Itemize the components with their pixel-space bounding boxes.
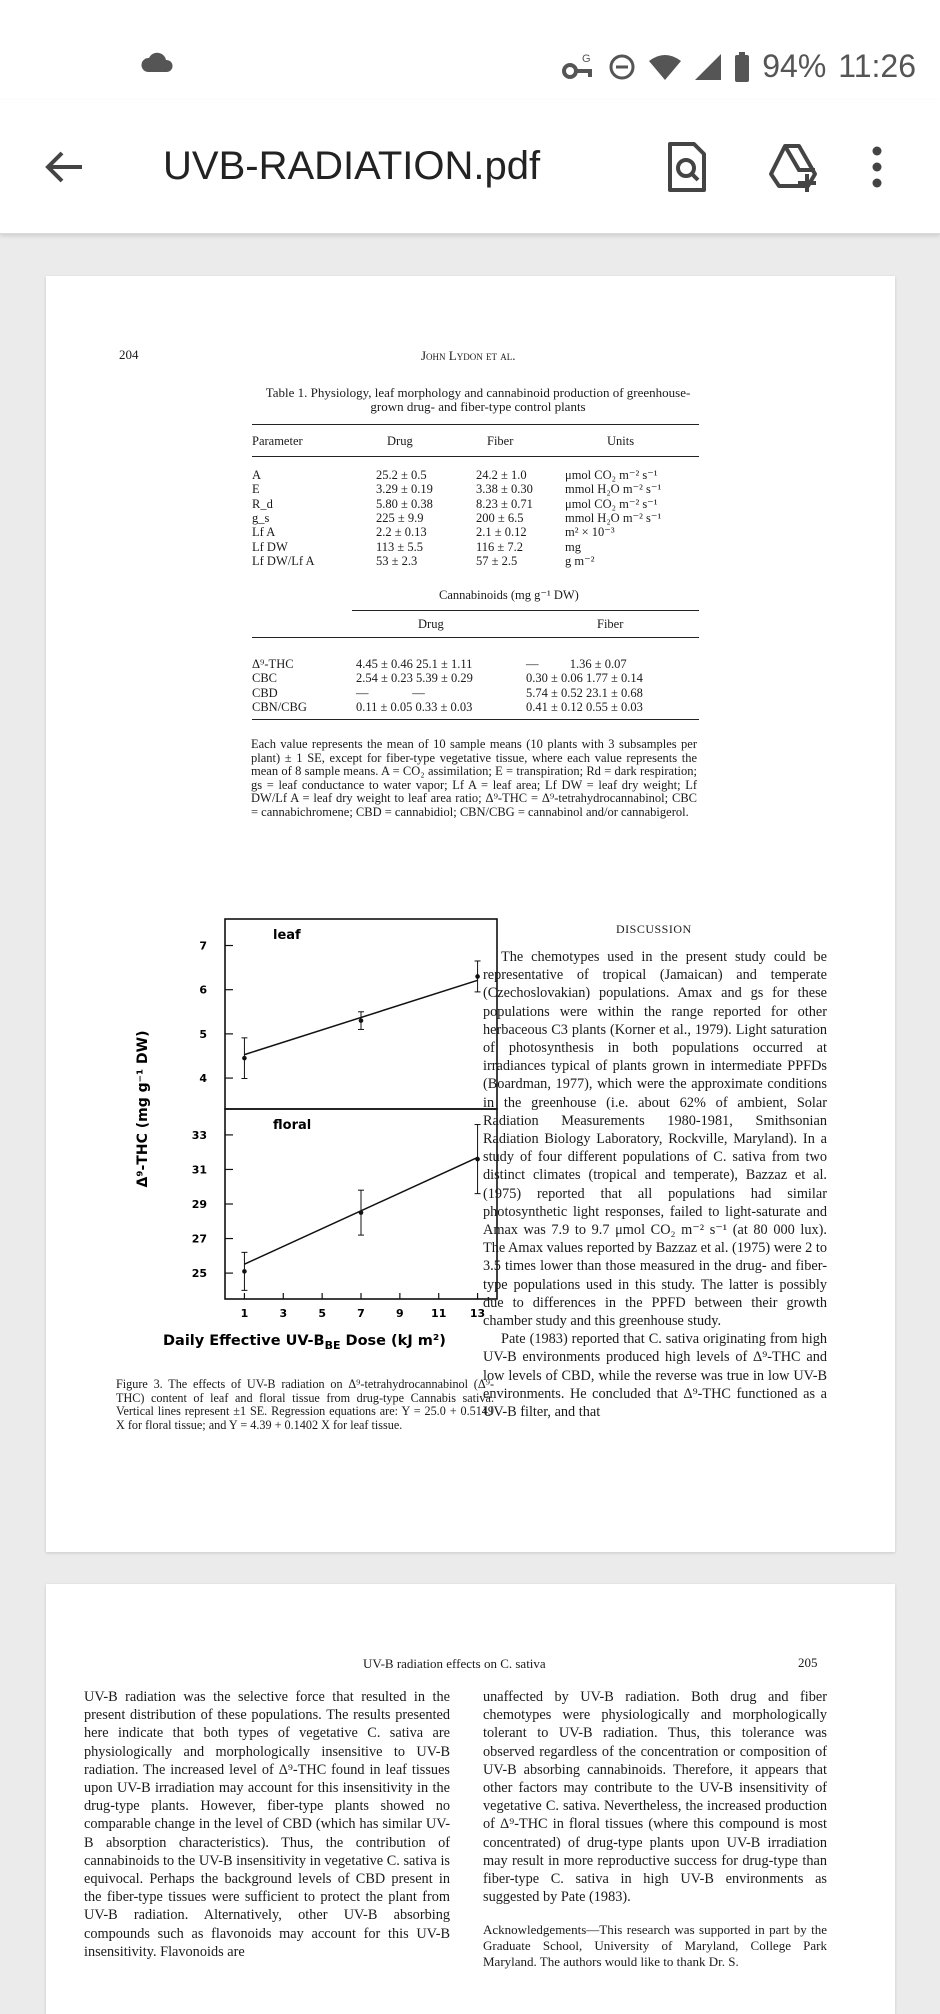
more-vert-icon[interactable] (862, 140, 892, 194)
table-cell: 2.54 ± 0.23 5.39 ± 0.29 (356, 671, 473, 686)
svg-text:G: G (582, 52, 591, 65)
table-cell: 2.2 ± 0.13 (376, 525, 427, 540)
clock: 11:26 (838, 48, 916, 84)
figure-3-chart (101, 909, 526, 1349)
table-rule (352, 610, 699, 611)
table-header-drug: Drug (387, 434, 413, 448)
table-header-units: Units (607, 434, 635, 448)
table-cell: 24.2 ± 1.0 (476, 468, 527, 482)
table-cell: — — (356, 685, 425, 700)
search-in-document-icon[interactable] (660, 140, 714, 194)
y-tick-label: 4 (199, 1072, 207, 1086)
table-rule (252, 719, 699, 720)
discussion-paragraph: The chemotypes used in the present study could be representative of tropical (Jamaican) and temperate (Czechoslovakian) populations. Amax and gs for these populations were within the range reported for other herbaceous C3 plants (Korner et al., 1979). Light saturation of photosynthesis in both populations occurred at irradiances typical of plants grown in intermediate PPFDs (Boardman, 1977), which were the approximate conditions in the greenhouse (i.e. about 62% of ambient, Solar Radiation Measurements 1980-1981, Smithsonian Radiation Biology Laboratory, Rockville, Maryland). In a study of four different populations of C. sativa from two distinct climates (tropical and temperate), Bazzaz et al. (1975) reported that all populations had similar photosynthetic light responses, failed to light-saturate and Amax was 7.9 to 9.7 μmol CO₂ m⁻² s⁻¹ (at 80 000 lux). The Amax values reported by Bazzaz et al. (1975) were 2 to 3.5 times lower than those measured in the drug- and fiber-type populations used in this study. The latter is possibly due to differences in the PPFD between their growth chamber study and this greenhouse study. (483, 949, 827, 1330)
table-header-parameter: Parameter (252, 434, 303, 448)
x-tick-label: 3 (279, 1307, 288, 1320)
x-tick-label: 5 (318, 1307, 326, 1320)
table-cell: 200 ± 6.5 (476, 510, 524, 525)
table-caption: Table 1. Physiology, leaf morphology and cannabinoid production of greenhouse-grown drug- and fiber-type control plants (265, 385, 691, 414)
table-row-label: CBN/CBG (252, 699, 307, 714)
add-to-drive-icon[interactable] (767, 140, 821, 194)
data-point (475, 974, 480, 979)
y-tick-label: 25 (191, 1267, 207, 1281)
y-tick-label: 31 (191, 1163, 207, 1177)
table-cell: mmol H₂O m⁻² s⁻¹ (565, 510, 662, 525)
x-tick-label: 7 (357, 1307, 365, 1320)
document-title: UVB-RADIATION.pdf (163, 144, 541, 188)
y-axis-label: Δ⁹-THC (mg g⁻¹ DW) (135, 1030, 151, 1188)
table-cell: 5.74 ± 0.52 23.1 ± 0.68 (526, 685, 643, 700)
running-head: UV-B radiation effects on C. sativa (363, 1656, 546, 1671)
table-cell: 0.41 ± 0.12 0.55 ± 0.03 (526, 699, 643, 714)
right-column-text: unaffected by UV-B radiation. Both drug and fiber chemotypes were physiologically and morphologically tolerant to UV-B radiation. Thus, this tolerance was observed regardless of the concentration or composition of UV-B absorbing cannabinoids. Therefore, it appears that other factors may contribute to the UV-B insensitivity of vegetative C. sativa. Nevertheless, the increased production of Δ⁹-THC in floral tissues (where this compound is most concentrated) of drug-type plants upon UV-B irradiation may result in more reproductive success for drug-type than fiber-type C. sativa in high UV-B environments as suggested by Pate (1983). (483, 1689, 827, 1906)
running-head: John Lydon et al. (421, 348, 516, 363)
left-column: UV-B radiation was the selective force that resulted in the present distribution of these populations. The results presented here indicate that both types of vegetative C. sativa are physiologically and morphologically insensitive to UV-B radiation. The increased level of Δ⁹-THC found in leaf tissues upon UV-B irradiation may account for this insensitivity in the drug-type plants. However, fiber-type plants showed no comparable change in the level of CBD (which has similar UV-B absorption characteristics). Thus, the contribution of cannabinoids to the UV-B insensitivity in vegetative C. sativa is equivocal. Perhaps the background levels of CBD present in the fiber-type tissues were sufficient to protect the plant from UV-B radiation. Alternatively, other UV-B absorbing compounds such as flavonoids may account for this UV-B insensitivity. Flavonoids are (84, 1689, 450, 1960)
cloud-icon (140, 52, 174, 74)
app-bar (0, 100, 940, 234)
cannabinoid-header: Cannabinoids (mg g⁻¹ DW) (439, 588, 579, 602)
x-tick-label: 13 (469, 1307, 486, 1320)
table-rule (252, 637, 699, 638)
data-point (242, 1056, 247, 1061)
table-cell: 53 ± 2.3 (376, 553, 418, 568)
table-cell: 57 ± 2.5 (476, 553, 518, 568)
battery-percentage: 94% (762, 48, 827, 84)
page-number: 205 (798, 1655, 818, 1670)
y-tick-label: 7 (199, 939, 207, 953)
pdf-page-204[interactable] (46, 276, 895, 1552)
y-tick-label: 5 (199, 1027, 207, 1041)
y-tick-label: 27 (191, 1232, 207, 1246)
data-point (359, 1018, 364, 1023)
table-row-label: Lf A (252, 525, 276, 540)
table-row-label: Lf DW/Lf A (252, 553, 315, 568)
do-not-disturb-icon (608, 53, 636, 81)
panel-label: leaf (273, 928, 301, 943)
y-tick-label: 6 (199, 983, 207, 997)
table-cell: — 1.36 ± 0.07 (526, 657, 627, 671)
discussion-heading: DISCUSSION (616, 922, 692, 936)
table-header-fiber: Fiber (487, 434, 514, 448)
table-row-label: g_s (252, 510, 270, 525)
table-row-label: A (252, 468, 262, 482)
y-tick-label: 29 (191, 1198, 207, 1211)
table-cell: mmol H₂O m⁻² s⁻¹ (565, 482, 662, 497)
table-cell: μmol CO₂ m⁻² s⁻¹ (565, 496, 658, 511)
panel-label: floral (273, 1118, 312, 1133)
table-cell: 4.45 ± 0.46 25.1 ± 1.11 (356, 657, 473, 671)
y-tick-label: 33 (191, 1128, 207, 1142)
cannabinoid-col-drug: Drug (418, 617, 444, 631)
table-cell: 3.29 ± 0.19 (376, 482, 433, 497)
table-cell: mg (565, 539, 581, 554)
x-tick-label: 1 (240, 1307, 249, 1320)
table-cell: 113 ± 5.5 (376, 539, 424, 554)
data-point (475, 1157, 480, 1162)
table-row-label: Δ⁹-THC (252, 657, 294, 671)
pdf-page-205[interactable] (46, 1584, 895, 2014)
data-point (242, 1269, 247, 1274)
back-arrow-icon[interactable] (40, 142, 90, 192)
table-cell: 2.1 ± 0.12 (476, 525, 527, 540)
table-cell: 5.80 ± 0.38 (376, 496, 433, 511)
table-cell: 25.2 ± 0.5 (376, 468, 427, 482)
discussion-column (483, 948, 827, 1421)
x-tick-label: 9 (396, 1307, 404, 1320)
table-row-label: Lf DW (252, 539, 288, 554)
signal-icon (694, 53, 722, 81)
table-cell: μmol CO₂ m⁻² s⁻¹ (565, 468, 658, 482)
x-tick-label: 11 (431, 1307, 447, 1320)
table-row-label: E (252, 482, 260, 497)
right-column (483, 1688, 827, 1970)
table-row-label: CBD (252, 685, 278, 700)
data-point (359, 1210, 364, 1215)
vpn-key-icon (562, 52, 596, 82)
table-rule (252, 424, 699, 425)
table-cell: 3.38 ± 0.30 (476, 482, 533, 497)
table-footnote: Each value represents the mean of 10 sample means (10 plants with 3 subsamples per plant) ± 1 SE, except for fiber-type vegetative tissue, where each value represents the mean of 8 sample means. A = CO₂ assimilation; E = transpiration; Rd = dark respiration; gs = leaf conductance to water vapor; Lf A = leaf area; Lf DW = leaf dry weight; Lf DW/Lf A = leaf dry weight to leaf area ratio; Δ⁹-THC = Δ⁹-tetrahydrocannabinol; CBC = cannabichromene; CBD = cannabidiol; CBN/CBG = cannabinol and/or cannabigerol. (251, 737, 697, 819)
figure-caption: Figure 3. The effects of UV-B radiation on Δ⁹-tetrahydrocannabinol (Δ⁹-THC) content of leaf and floral tissue from drug-type Cannabis sativa. Vertical lines represent ±1 SE. Regression equations are: Y = 25.0 + 0.5149 X for floral tissue; and Y = 4.39 + 0.1402 X for leaf tissue. (116, 1377, 494, 1432)
acknowledgements: Acknowledgements—This research was supported in part by the Graduate School, University of Maryland, College Park Maryland. The authors would like to thank Dr. S. (483, 1922, 827, 1970)
table-cell: 0.30 ± 0.06 1.77 ± 0.14 (526, 671, 643, 686)
x-axis-label: Daily Effective $UV-B_{BE}$ Dose (kJ m²) (163, 1333, 446, 1349)
table-cell: 8.23 ± 0.71 (476, 496, 533, 511)
table-cell: 0.11 ± 0.05 0.33 ± 0.03 (356, 699, 473, 714)
table-cell: m² × 10⁻³ (565, 525, 615, 540)
table-row-label: CBC (252, 671, 278, 686)
page-number: 204 (119, 347, 139, 362)
battery-icon (734, 52, 750, 82)
table-row-label: R_d (252, 496, 273, 511)
table-cell: 225 ± 9.9 (376, 510, 424, 525)
cannabinoid-col-fiber: Fiber (597, 617, 624, 631)
discussion-paragraph: Pate (1983) reported that C. sativa originating from high UV-B environments produced high levels of Δ⁹-THC and low levels of CBD, while the reverse was true in low UV-B environments. He concluded that Δ⁹-THC functioned as a UV-B filter, and that (483, 1331, 827, 1421)
wifi-icon (648, 53, 682, 81)
table-rule (252, 456, 699, 457)
table-cell: g m⁻² (565, 553, 595, 568)
table-cell: 116 ± 7.2 (476, 539, 524, 554)
